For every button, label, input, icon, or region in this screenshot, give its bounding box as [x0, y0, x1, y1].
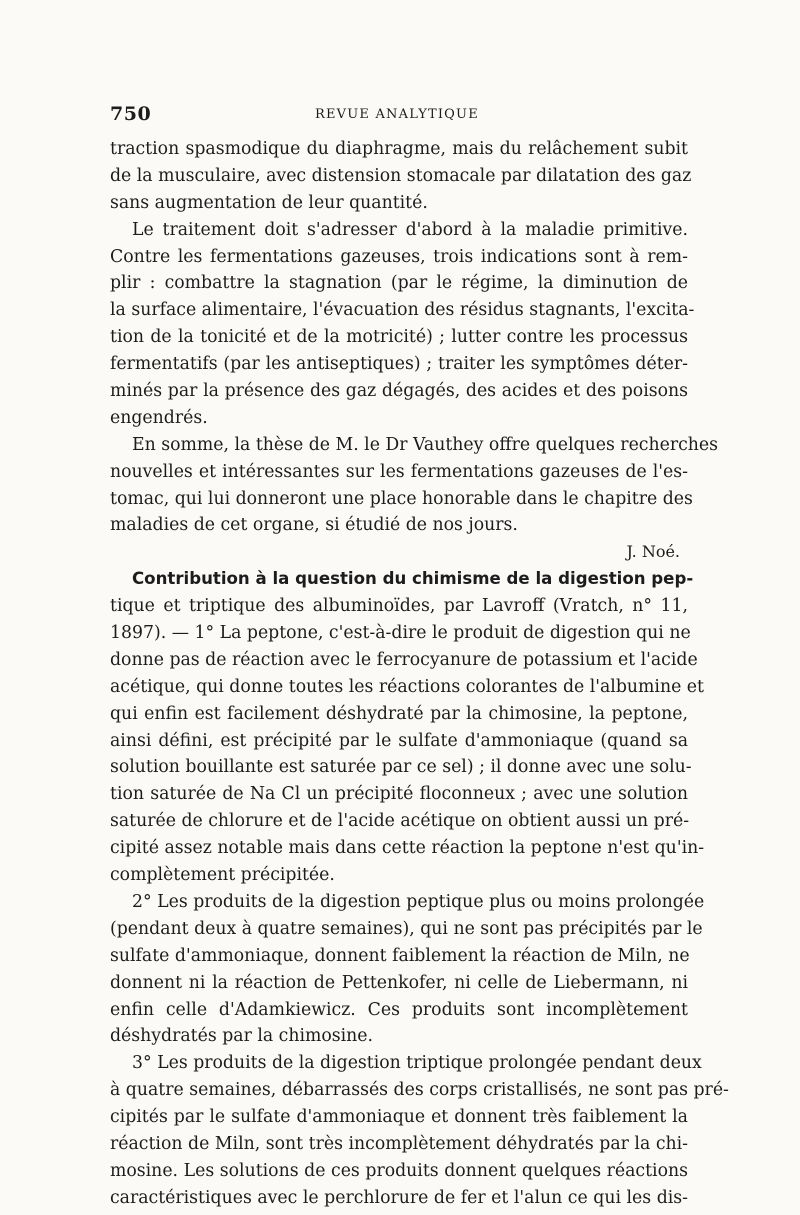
text-line: Le traitement doit s'adresser d'abord à la maladie primitive.	[132, 219, 688, 240]
text-line: réaction de Miln, sont très incomplètement déhydratés par la chi-	[110, 1133, 688, 1154]
text-line: solution bouillante est saturée par ce sel) ; il donne avec une solu-	[110, 757, 692, 778]
author-signature: J. Noé.	[626, 542, 680, 562]
text-line: En somme, la thèse de M. le Dr Vauthey offre quelques recherches	[132, 434, 718, 455]
text-line: tique et triptique des albuminoïdes, par Lavroff (Vratch, n° 11,	[110, 596, 688, 617]
text-line: 2° Les produits de la digestion peptique plus ou moins prolongée	[132, 891, 705, 912]
text-line: Contre les fermentations gazeuses, trois indications sont à rem-	[110, 246, 688, 267]
text-line: (pendant deux à quatre semaines), qui ne sont pas précipités par le	[110, 918, 703, 939]
text-line: la surface alimentaire, l'évacuation des résidus stagnants, l'excita-	[110, 300, 695, 321]
text-line: fermentatifs (par les antiseptiques) ; traiter les symptômes déter-	[110, 354, 688, 375]
text-line: acétique, qui donne toutes les réactions colorantes de l'albumine et	[110, 676, 704, 697]
text-line: saturée de chlorure et de l'acide acétique on obtient aussi un pré-	[110, 811, 690, 832]
page-number: 750	[110, 103, 152, 125]
text-line: caractéristiques avec le perchlorure de fer et l'alun ce qui les dis-	[110, 1187, 688, 1208]
body-text	[110, 136, 729, 1212]
text-line: donnent ni la réaction de Pettenkofer, ni celle de Liebermann, ni	[110, 972, 688, 993]
text-line: complètement précipitée.	[110, 865, 335, 886]
text-line: sulfate d'ammoniaque, donnent faiblement la réaction de Miln, ne	[110, 945, 690, 966]
text-line: tion saturée de Na Cl un précipité floconneux ; avec une solution	[110, 784, 688, 805]
text-line: minés par la présence des gaz dégagés, des acides et des poisons	[110, 381, 688, 402]
page-header	[110, 103, 688, 127]
text-line: plir : combattre la stagnation (par le régime, la diminution de	[110, 273, 688, 294]
text-line: à quatre semaines, débarrassés des corps cristallisés, ne sont pas pré-	[110, 1080, 729, 1101]
text-line: traction spasmodique du diaphragme, mais du relâchement subit	[110, 139, 688, 159]
text-line: 1897). — 1° La peptone, c'est-à-dire le produit de digestion qui ne	[110, 623, 691, 644]
text-line: enfin celle d'Adamkiewicz. Ces produits sont incomplètement	[110, 999, 688, 1020]
text-line: engendrés.	[110, 407, 208, 428]
running-head: REVUE ANALYTIQUE	[315, 107, 479, 122]
text-line: tion de la tonicité et de la motricité) ; lutter contre les processus	[110, 327, 688, 348]
text-line: cipité assez notable mais dans cette réaction la peptone n'est qu'in-	[110, 838, 705, 859]
text-line: mosine. Les solutions de ces produits donnent quelques réactions	[110, 1160, 688, 1181]
article-title: Contribution à la question du chimisme de la digestion pep-	[132, 569, 694, 589]
text-line: 3° Les produits de la digestion triptique prolongée pendant deux	[132, 1053, 702, 1074]
text-line: ainsi défini, est précipité par le sulfate d'ammoniaque (quand sa	[110, 730, 688, 751]
text-line: de la musculaire, avec distension stomacale par dilatation des gaz	[110, 165, 692, 186]
text-line: maladies de cet organe, si étudié de nos jours.	[110, 515, 518, 536]
text-line: sans augmentation de leur quantité.	[110, 192, 428, 213]
text-line: tomac, qui lui donneront une place honorable dans le chapitre des	[110, 488, 693, 509]
text-line: donne pas de réaction avec le ferrocyanure de potassium et l'acide	[110, 649, 698, 670]
text-line: qui enfin est facilement déshydraté par la chimosine, la peptone,	[110, 703, 688, 724]
text-line: cipités par le sulfate d'ammoniaque et donnent très faiblement la	[110, 1107, 688, 1128]
text-line: nouvelles et intéressantes sur les fermentations gazeuses de l'es-	[110, 461, 688, 482]
text-line: déshydratés par la chimosine.	[110, 1026, 374, 1047]
